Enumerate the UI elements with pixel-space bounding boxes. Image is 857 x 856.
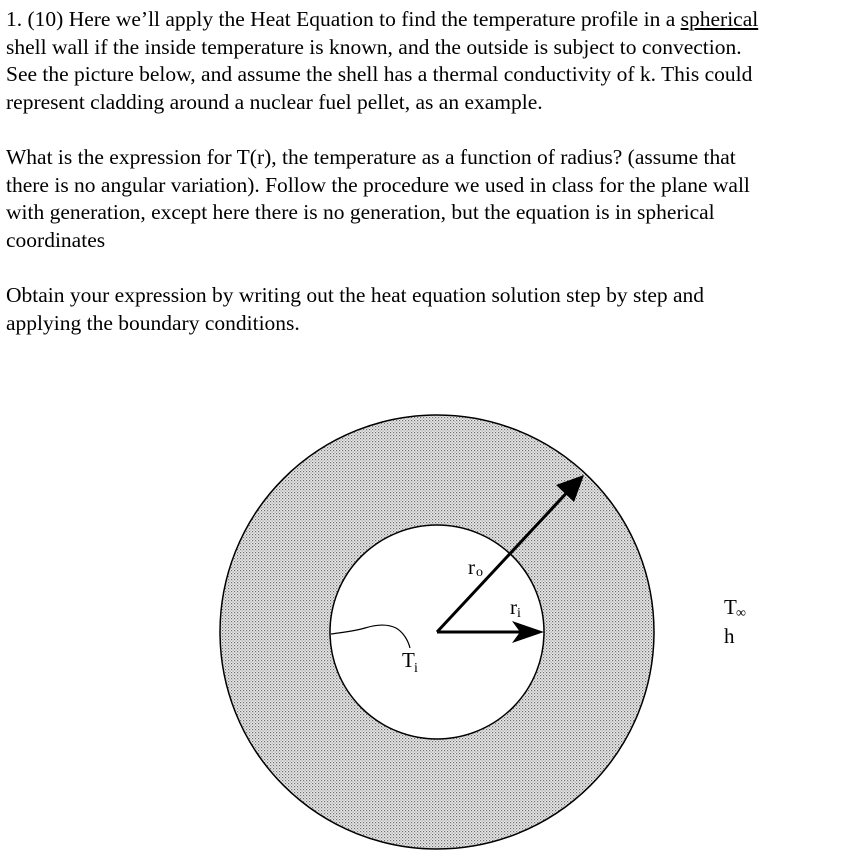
p1-line-2: shell wall if the inside temperature is known, and the outside is subject to convection. (6, 34, 742, 59)
ambient-temp-subscript: ∞ (736, 606, 746, 621)
outer-radius-subscript: o (476, 565, 483, 580)
p2-line-4: coordinates (6, 227, 106, 252)
p3-line-1: Obtain your expression by writing out the heat equation solution step by step and (6, 282, 705, 307)
p2-line-1: What is the expression for T(r), the temperature as a function of radius? (assume that (6, 144, 736, 169)
p1-line-4: represent cladding around a nuclear fuel pellet, as an example. (6, 89, 543, 114)
inner-temp-label: T (402, 648, 415, 672)
inner-temp-subscript: i (414, 661, 418, 676)
spherical-underlined: spherical (680, 7, 759, 31)
ambient-temp-label: T (724, 595, 737, 619)
p2-line-3: with generation, except here there is no generation, but the equation is in spherical (6, 200, 715, 225)
inner-radius-label: r (510, 595, 517, 619)
p1-line-3: See the picture below, and assume the shell has a thermal conductivity of k. This could (6, 62, 753, 87)
p2-line-2: there is no angular variation). Follow the procedure we used in class for the plane wall (6, 172, 750, 197)
p1-line-1-text: 1. (10) Here we’ll apply the Heat Equation to find the temperature profile in a (6, 7, 681, 31)
convection-coefficient-label: h (724, 624, 735, 648)
p3-line-2: applying the boundary conditions. (6, 310, 300, 335)
inner-radius-subscript: i (517, 606, 521, 621)
outer-radius-label: r (468, 555, 475, 579)
